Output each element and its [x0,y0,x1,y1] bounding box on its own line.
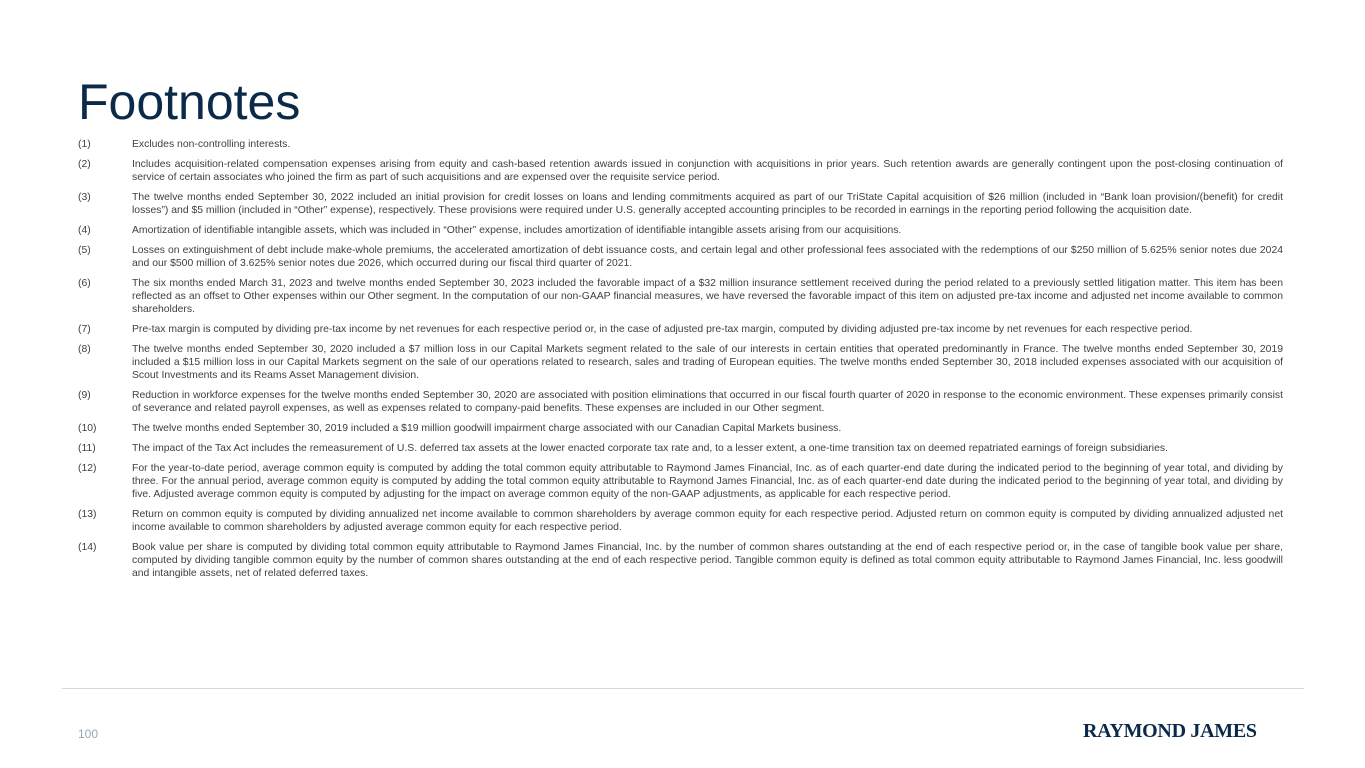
footnote-number: (9) [78,390,91,401]
footnote-text: Excludes non-controlling interests. [132,139,291,150]
footnote-text: The twelve months ended September 30, 2020 included a $7 million loss in our Capital Markets segment related to the sale of our interests in certain entities that operated predominantly in France. The twelve months ended September 30, 2019 included a $15 million loss in our Capital Markets segment on the sale of our operations related to research, sales and trading of European equities. The twelve months ended September 30, 2018 included expenses associated with our acquisition of Scout Investments and its Reams Asset Management division. [132,344,1283,381]
footnote-number: (13) [78,509,97,520]
footnote-item [78,422,1283,435]
footnote-item [78,158,1283,184]
footnote-item [78,389,1283,415]
footnote-number: (2) [78,159,91,170]
footnote-text: Losses on extinguishment of debt include make-whole premiums, the accelerated amortization of debt issuance costs, and certain legal and other professional fees associated with the redemptions of our $250 million of 5.625% senior notes due 2024 and our $500 million of 3.625% senior notes due 2026, which occurred during our fiscal third quarter of 2021. [132,245,1283,269]
raymond-james-logo: RAYMOND JAMES [1083,720,1257,742]
footnote-item [78,191,1283,217]
footnote-text: Book value per share is computed by dividing total common equity attributable to Raymond James Financial, Inc. by the number of common shares outstanding at the end of each respective period or, in the case of tangible book value per share, computed by dividing tangible common equity by the number of common shares outstanding at the end of each respective period. Tangible common equity is defined as total common equity attributable to Raymond James Financial, Inc. less goodwill and intangible assets, net of related deferred taxes. [132,542,1283,579]
footnote-text: The twelve months ended September 30, 2019 included a $19 million goodwill impairment charge associated with our Canadian Capital Markets business. [132,423,842,434]
footnote-number: (5) [78,245,91,256]
footnote-item [78,224,1283,237]
footnote-number: (11) [78,443,96,454]
footnote-text: Pre-tax margin is computed by dividing pre-tax income by net revenues for each respective period or, in the case of adjusted pre-tax margin, computed by dividing adjusted pre-tax income by net revenues for each respective period. [132,324,1193,335]
footnote-number: (10) [78,423,97,434]
footnote-text: Amortization of identifiable intangible assets, which was included in “Other” expense, includes amortization of identifiable intangible assets arising from our acquisitions. [132,225,902,236]
footnote-item [78,462,1283,501]
page-title: Footnotes [78,74,301,130]
footnote-item [78,442,1283,455]
footnote-item [78,138,1283,151]
footnote-item [78,343,1283,382]
footnote-number: (3) [78,192,91,203]
footnote-number: (4) [78,225,91,236]
footnote-number: (7) [78,324,91,335]
page-number: 100 [78,727,99,741]
footnote-text: The impact of the Tax Act includes the remeasurement of U.S. deferred tax assets at the lower enacted corporate tax rate and, to a lesser extent, a one-time transition tax on deemed repatriated earnings of foreign subsidiaries. [132,443,1168,454]
footnote-item [78,541,1283,580]
footnote-text: Return on common equity is computed by dividing annualized net income available to common shareholders by average common equity for each respective period. Adjusted return on common equity is computed by dividing annualized adjusted net income available to common shareholders by adjusted average common equity for each respective period. [132,509,1283,533]
footnote-text: Includes acquisition-related compensation expenses arising from equity and cash-based retention awards issued in conjunction with acquisitions in prior years. Such retention awards are generally contingent upon the post-closing continuation of service of certain associates who joined the firm as part of such acquisitions and are expensed over the requisite service period. [132,159,1283,183]
footnote-number: (8) [78,344,91,355]
footnote-text: For the year-to-date period, average common equity is computed by adding the total common equity attributable to Raymond James Financial, Inc. as of each quarter-end date during the indicated period to the beginning of year total, and dividing by three. For the annual period, average common equity is computed by adding the total common equity attributable to Raymond James Financial, Inc. as of each quarter-end date during the indicated period to the beginning of year total, and dividing by five. Adjusted average common equity is computed by adjusting for the impact on average common equity of the non-GAAP adjustments, as applicable for each respective period. [132,463,1283,500]
footnote-number: (14) [78,542,97,553]
footnote-text: Reduction in workforce expenses for the twelve months ended September 30, 2020 are associated with position eliminations that occurred in our fiscal fourth quarter of 2020 in response to the economic environment. These expenses primarily consist of severance and related payroll expenses, as well as expenses related to company-paid benefits. These expenses are included in our Other segment. [132,390,1283,414]
footnote-number: (6) [78,278,91,289]
footnotes-list [78,138,1283,587]
footnote-item [78,508,1283,534]
footnote-text: The six months ended March 31, 2023 and twelve months ended September 30, 2023 included the favorable impact of a $32 million insurance settlement received during the period related to a previously settled litigation matter. This item has been reflected as an offset to Other expenses within our Other segment. In the computation of our non-GAAP financial measures, we have reversed the favorable impact of this item on adjusted pre-tax income and adjusted net income available to common shareholders. [132,278,1283,315]
footnote-number: (1) [78,139,91,150]
footnote-text: The twelve months ended September 30, 2022 included an initial provision for credit losses on loans and lending commitments acquired as part of our TriState Capital acquisition of $26 million (included in “Bank loan provision/(benefit) for credit losses”) and $5 million (included in “Other” expense), respectively. These provisions were required under U.S. generally accepted accounting principles to be recorded in earnings in the reporting period following the acquisition date. [132,192,1283,216]
footer-divider [62,688,1304,689]
footnote-number: (12) [78,463,97,474]
footnote-item [78,244,1283,270]
footnote-item [78,277,1283,316]
footnote-item [78,323,1283,336]
